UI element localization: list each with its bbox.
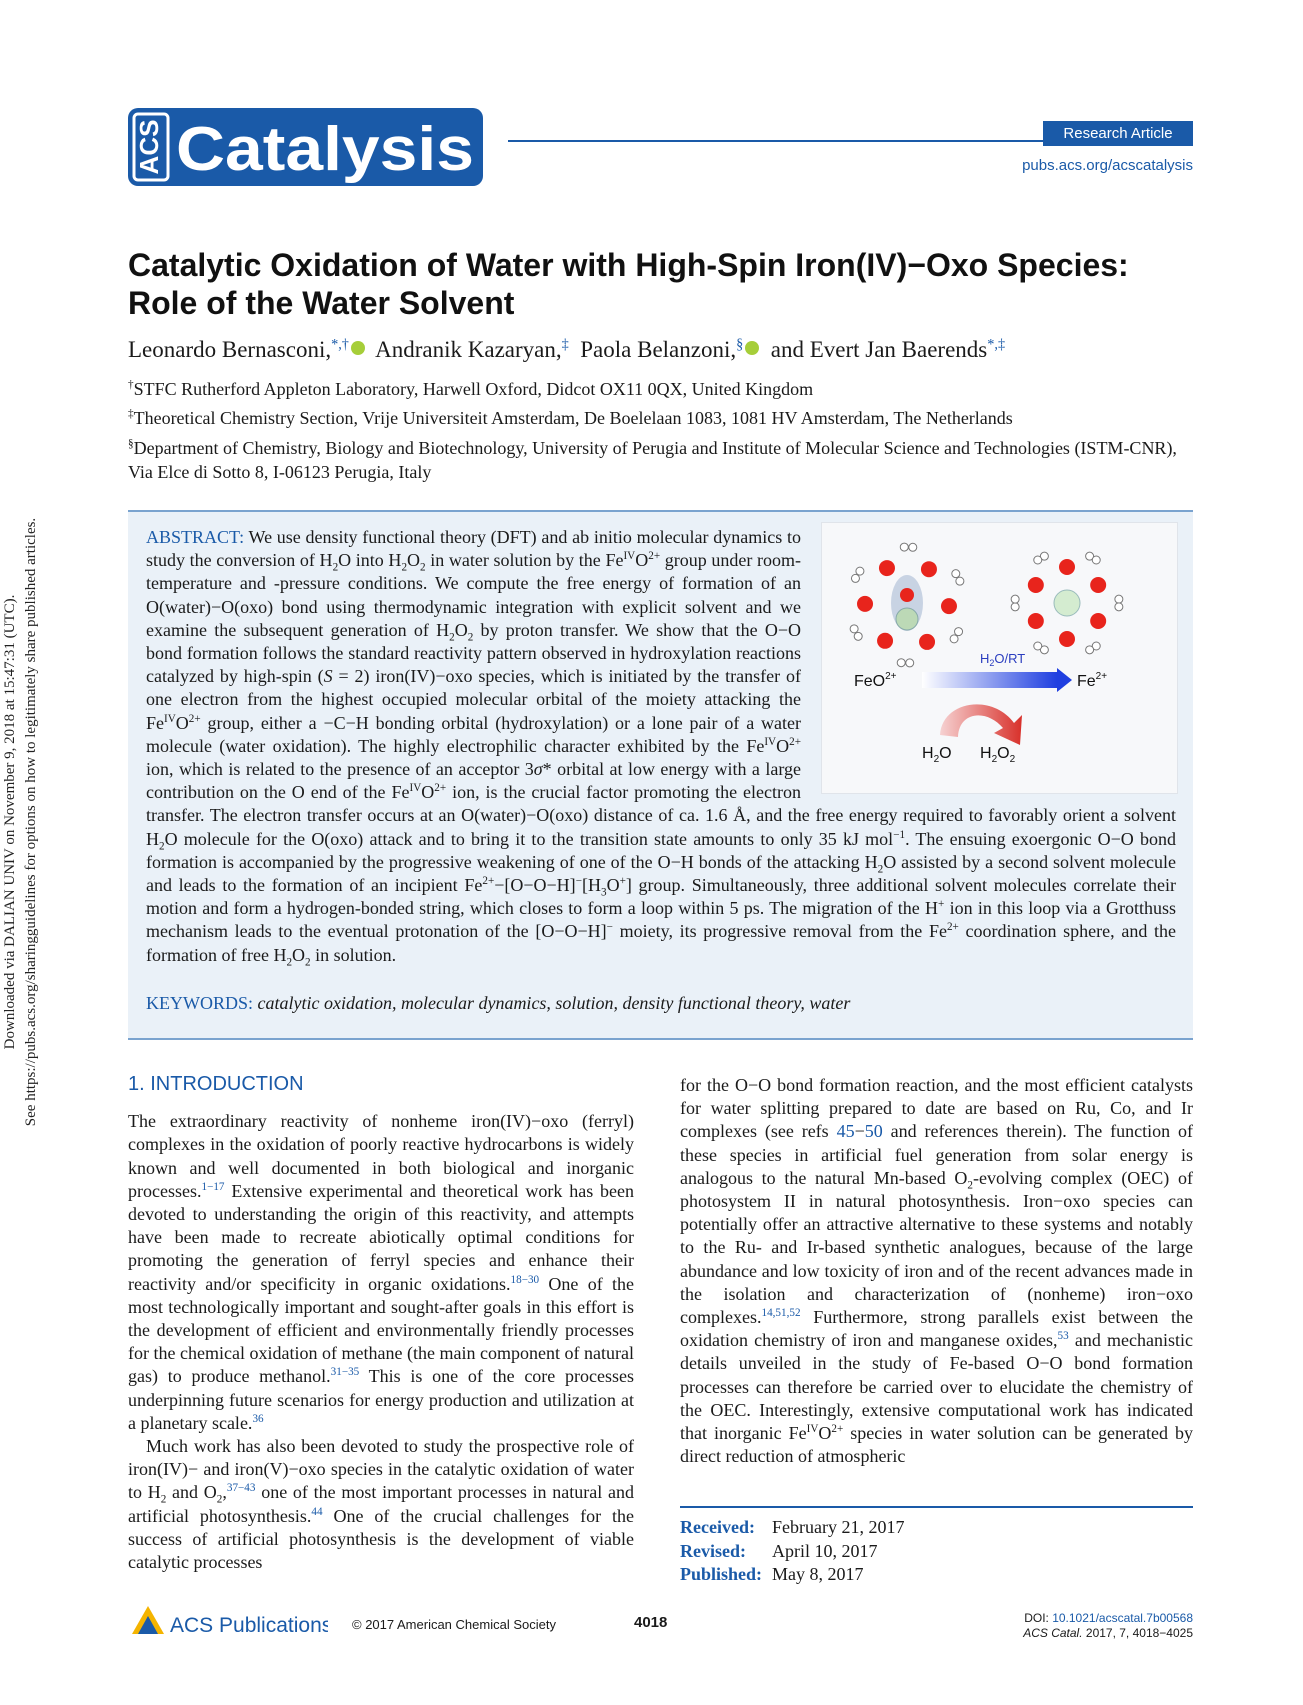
hydrogen-atom: [851, 574, 859, 582]
text-run: −: [854, 1121, 865, 1142]
hydrogen-atom: [850, 625, 858, 633]
subscript: 2: [332, 561, 339, 574]
text-run: O: [818, 1423, 832, 1444]
text-run: The extraordinary reactivity of nonheme iron(IV)−oxo (ferryl) complexes in the oxidation of poorly reactive hydrocarbons is widely known and well documented in both biological and inorganic processes.: [128, 1111, 634, 1201]
hydrogen-atom: [900, 543, 908, 551]
hydrogen-atom: [952, 570, 960, 578]
title-line-1: Catalytic Oxidation of Water with High-Spin Iron(IV)−Oxo Species:: [128, 247, 1129, 283]
reaction-arrow-head: [1057, 668, 1072, 692]
revised-date: April 10, 2017: [772, 1540, 878, 1561]
subscript: 2: [420, 561, 426, 574]
logo-journal-text: Catalysis: [176, 115, 474, 184]
text-run: One of the crucial challenges for the success of artificial photosynthesis is the development of viable catalytic processes: [128, 1505, 634, 1573]
received-label: Received:: [680, 1517, 755, 1537]
intro-left-column: [128, 1073, 634, 1574]
hydrogen-atom: [854, 632, 862, 640]
affiliation-mark: †: [128, 379, 134, 391]
subscript: 2: [286, 956, 293, 969]
citation-link[interactable]: 14,51,52: [761, 1307, 801, 1320]
publisher-name: ACS Publications: [170, 1614, 328, 1637]
oxygen-atom: [879, 560, 895, 576]
superscript: −1: [893, 828, 906, 841]
superscript: IV: [806, 1423, 819, 1436]
text-run: one of the most important processes in natural and artificial photosynthesis.: [128, 1482, 634, 1526]
abstract-run: [H: [581, 875, 601, 896]
hydrogen-atom: [1011, 603, 1019, 611]
superscript: 2+: [648, 550, 661, 563]
abstract-run: O: [635, 550, 649, 571]
author-marks: *,†: [331, 336, 349, 353]
toc-svg: [822, 523, 1177, 793]
download-notice-line2: See https://pubs.acs.org/sharingguidelines for options on how to legitimately share published articles.: [23, 517, 39, 1127]
text-run: and references therein). The function of these species in artificial fuel generation from solar energy is analogous to the natural Mn-based O: [680, 1121, 1193, 1188]
abstract-run: in water solution by the Fe: [425, 550, 624, 571]
abstract-run: moiety, its progressive removal from the Fe: [612, 921, 947, 942]
author-name[interactable]: Leonardo Bernasconi,: [128, 337, 332, 362]
oxygen-atom: [1090, 613, 1106, 629]
hydrogen-atom: [956, 577, 964, 585]
published-label: Published:: [680, 1564, 763, 1584]
abstract-label: ABSTRACT:: [146, 527, 245, 547]
abstract-run: −[O−O−H]: [494, 875, 576, 896]
feo-label: FeO$^{2+}$: [854, 671, 897, 690]
publication-dates: [680, 1516, 904, 1587]
abstract-run: ion in this loop via a Grotthuss mechanism leads to the eventual protonation of the [O−O−H]: [146, 898, 1176, 942]
subscript: 2: [877, 863, 884, 876]
superscript: 2+: [482, 875, 495, 888]
abstract-run: coordination sphere, and the formation of free H: [146, 921, 1177, 965]
hydrogen-atom: [909, 543, 917, 551]
revised-label: Revised:: [680, 1540, 746, 1561]
water-label: $H_2O$: [922, 745, 952, 765]
reaction-arrow-shaft: [922, 672, 1057, 688]
keywords-label: KEYWORDS:: [146, 993, 253, 1013]
affiliation-text: Department of Chemistry, Biology and Biotechnology, University of Perugia and Institute of Molecular Science and Technologies (ISTM-CNR), Via Elce di Sotto 8, I-06123 Perugia, Italy: [128, 438, 1177, 482]
abstract-run: ion, is the crucial factor promoting the electron transfer. The electron transfer occurs at an O(water)−O(oxo) distance of ca. 1.6 Å, and the free energy required to favorably orient a solvent H: [146, 782, 1176, 849]
title-line-2: Role of the Water Solvent: [128, 285, 515, 321]
abstract-run: O: [454, 619, 468, 640]
subscript: 2: [449, 631, 455, 644]
hydrogen-atom: [1034, 642, 1042, 650]
oxygen-atom: [1090, 577, 1106, 593]
citation-link[interactable]: 1−17: [201, 1180, 225, 1193]
iron-ion: [1054, 590, 1080, 616]
download-notice-line1: Downloaded via DALIAN UNIV on November 9, 2018 at 15:47:31 (UTC).: [2, 594, 18, 1050]
abstract-run: We use density functional theory (DFT) and ab initio molecular dynamics to study the conversion of H: [146, 527, 801, 571]
hydrogen-atom: [1011, 595, 1019, 603]
intro-right-column: [680, 1074, 1193, 1468]
affiliation: [128, 406, 1193, 430]
iron-atom: [896, 608, 918, 630]
intro-paragraph-1: [128, 1110, 634, 1435]
abstract-run: ion, which is related to the presence of an acceptor 3: [146, 759, 534, 780]
superscript: IV: [764, 735, 777, 748]
section-heading: 1. INTRODUCTION: [128, 1073, 304, 1095]
subscript: 2: [159, 840, 165, 853]
journal-logo: [128, 108, 483, 186]
oxygen-atom: [1059, 631, 1075, 647]
logo-acs-text: ACS: [133, 119, 164, 175]
superscript: IV: [623, 550, 636, 563]
superscript: +: [619, 875, 626, 888]
superscript: −: [606, 921, 613, 934]
citation-link[interactable]: 44: [311, 1505, 323, 1518]
hydrogen-atom: [950, 635, 958, 643]
subscript: 2: [160, 1494, 167, 1507]
hydrogen-atom: [1115, 595, 1123, 603]
superscript: 2+: [946, 921, 959, 934]
article-type-badge: Research Article: [1043, 121, 1193, 146]
intro-paragraph-2: [128, 1435, 634, 1574]
author-name[interactable]: Andranik Kazaryan,: [375, 337, 562, 362]
text-run: and mechanistic details unveiled in the study of Fe-based O−O bond formation processes can therefore be carried over to elucidate the chemistry of the OEC. Interestingly, extensive computational work has indicated that inorganic Fe: [680, 1330, 1193, 1444]
text-run: This is one of the core processes underpinning future scenarios for energy production and utilization at a planetary scale.: [128, 1366, 634, 1433]
abstract-run: group, either a −C−H bonding orbital (hydroxylation) or a lone pair of a water molecule (water oxidation). The highly electrophilic character exhibited by the Fe: [146, 712, 801, 756]
oxygen-atom: [877, 633, 893, 649]
abstract-run: O: [292, 944, 306, 965]
abstract-run: by proton transfer. We show that the O−O bond formation follows the standard reactivity pattern observed in hydroxylation reactions catalyzed by high-spin (: [146, 619, 801, 687]
abstract-run: . The ensuing exoergonic O−O bond formation is accompanied by the progressive weakening of one of the O−H bonds of the attacking H: [146, 828, 1176, 872]
arrow-condition-label: $H_2O/RT$: [980, 651, 1026, 668]
superscript: 2+: [831, 1423, 844, 1436]
journal-url-link[interactable]: pubs.acs.org/acscatalysis: [1022, 157, 1193, 174]
text-run: Much work has also been devoted to study the prospective role of iron(IV)− and iron(V)−oxo species in the catalytic oxidation of water to H: [128, 1436, 634, 1503]
abstract-run: O: [776, 735, 790, 756]
citation-journal: ACS Catal.: [1023, 1626, 1083, 1640]
conversion-curved-arrow: [940, 704, 1022, 745]
affiliation: [128, 436, 1193, 484]
hydrogen-atom: [1086, 646, 1094, 654]
abstract-run: S: [323, 666, 333, 687]
abstract-run: ] group. Simultaneously, three additional solvent molecules correlate their motion and form a hydrogen-bonded string, which closes to form a loop within 5 ps. The migration of the H: [146, 875, 1176, 919]
author-list: [128, 336, 1193, 364]
oxygen-atom: [1059, 559, 1075, 575]
toc-graphic-wrapper: [821, 522, 1176, 794]
text-run: ,: [222, 1482, 227, 1503]
abstract-run: O: [407, 550, 421, 571]
citation-link[interactable]: 18−30: [510, 1273, 540, 1286]
article-title: [128, 246, 1193, 322]
text-run: Extensive experimental and theoretical work has been devoted to understanding the origin of this reactivity, and attempts have been made to recreate abiotically optimal conditions for promoting the generation of ferryl species and enhance their reactivity and/or specificity in organic oxidations.: [128, 1180, 634, 1294]
abstract-run: O molecule for the O(oxo) attack and to bring it to the transition state amounts to only 35 kJ mol: [164, 828, 894, 849]
oxygen-atom: [941, 598, 957, 614]
affiliation-mark: ‡: [128, 408, 134, 420]
abstract-run: O into H: [338, 550, 402, 571]
text-run: and O: [166, 1482, 217, 1503]
keywords: [146, 992, 1176, 1015]
author-name[interactable]: Paola Belanzoni,: [580, 337, 737, 362]
citation-link[interactable]: 50: [864, 1121, 883, 1142]
dates-rule: [680, 1506, 1193, 1508]
text-run: species in water solution can be generated by direct reduction of atmospheric: [680, 1423, 1193, 1467]
text-run: Furthermore, strong parallels exist between the oxidation chemistry of iron and manganese oxides,: [680, 1307, 1193, 1351]
oxygen-atom: [1028, 577, 1044, 593]
hydrogen-atom: [906, 659, 914, 667]
copyright: © 2017 American Chemical Society: [352, 1617, 556, 1632]
hydrogen-atom: [955, 628, 963, 636]
superscript: 2+: [188, 712, 201, 725]
intro-paragraph-continued: [680, 1074, 1193, 1468]
page-number: 4018: [634, 1614, 668, 1631]
text-run: One of the most technologically important and sought-after goals in this effort is the development of efficient and environmentally friendly processes for the chemical oxidation of methane (the main component of natural gas) to produce methanol.: [128, 1273, 634, 1387]
hydrogen-atom: [1034, 556, 1042, 564]
abstract-run: in solution.: [310, 944, 397, 965]
download-notice: [0, 372, 64, 1272]
hydrogen-atom: [1115, 603, 1123, 611]
oxo-atom: [900, 588, 914, 602]
subscript: 2: [467, 631, 474, 644]
published-date: May 8, 2017: [772, 1564, 864, 1584]
author-marks: ‡: [561, 336, 569, 353]
doi-citation: [900, 1611, 1193, 1641]
citation-link[interactable]: 37−43: [226, 1482, 256, 1495]
oxygen-atom: [921, 561, 937, 577]
superscript: IV: [164, 712, 176, 725]
author-marks: §: [736, 336, 744, 353]
affiliation-text: Theoretical Chemistry Section, Vrije Universiteit Amsterdam, De Boelelaan 1083, 1081 HV Amsterdam, The Netherlands: [133, 408, 1013, 428]
superscript: 2+: [789, 735, 801, 748]
subscript: 2: [401, 561, 408, 574]
hydrogen-atom: [897, 659, 905, 667]
oxygen-atom: [919, 634, 935, 650]
superscript: 2+: [434, 782, 447, 795]
abstract-run: * orbital at low energy with a large contribution on the O end of the Fe: [146, 759, 802, 803]
superscript: +: [938, 898, 945, 911]
author-name[interactable]: and Evert Jan Baerends: [770, 337, 988, 362]
citation-link[interactable]: 31−35: [330, 1366, 360, 1379]
abstract-run: = 2) iron(IV)−oxo species, which is initiated by the transfer of one electron from the highest occupied molecular orbital of the moiety attacking the Fe: [146, 666, 801, 733]
toc-graphic: [821, 522, 1178, 794]
doi-label: DOI:: [1024, 1611, 1053, 1625]
affiliation: [128, 377, 1193, 401]
text-run: -evolving complex (OEC) of photosystem II in natural photosynthesis. Iron−oxo species can potentially offer an attractive alternative to these systems and notably to the Ru- and Ir-based synthetic analogues, because of the large abundance and low toxicity of iron and of the recent advances made in the isolation and characterization of (nonheme) iron−oxo complexes.: [680, 1167, 1193, 1328]
author-marks: *,‡: [987, 336, 1006, 353]
abstract-run: O: [606, 875, 620, 896]
hydrogen-atom: [856, 567, 864, 575]
abstract-run: group under room-temperature and -pressure conditions. We compute the free energy of formation of an O(water)−O(oxo) bond using thermodynamic integration with explicit solvent and we examine the subsequent generation of H: [146, 550, 802, 640]
text-run: for the O−O bond formation reaction, and the most efficient catalysts for water splitting prepared to date are based on Ru, Co, and Ir complexes (see refs: [680, 1075, 1193, 1142]
keywords-list: catalytic oxidation, molecular dynamics, solution, density functional theory, water: [257, 993, 851, 1013]
abstract-run: O: [175, 712, 189, 733]
citation-details: 2017, 7, 4018−4025: [1082, 1626, 1193, 1640]
orcid-icon[interactable]: [745, 341, 759, 355]
superscript: IV: [409, 782, 422, 795]
abstract-run: σ: [533, 759, 543, 780]
acs-publications-logo: [128, 1604, 328, 1649]
citation-link[interactable]: 53: [1057, 1330, 1069, 1343]
affiliation-text: STFC Rutherford Appleton Laboratory, Harwell Oxford, Didcot OX11 0QX, United Kingdom: [133, 379, 814, 399]
subscript: 2: [305, 956, 311, 969]
abstract-run: O assisted by a second solvent molecule and leads to the formation of an incipient Fe: [146, 851, 1176, 896]
subscript: 2: [967, 1179, 973, 1192]
subscript: 2: [216, 1494, 223, 1507]
citation-link[interactable]: 36: [252, 1412, 264, 1425]
received-date: February 21, 2017: [772, 1517, 905, 1537]
superscript: −: [575, 875, 582, 888]
oxygen-atom: [1028, 613, 1044, 629]
citation-link[interactable]: 45: [836, 1121, 855, 1142]
fe-label: $Fe^{2+}$: [1077, 671, 1108, 690]
abstract-run: O: [421, 782, 435, 803]
hydrogen-atom: [1092, 556, 1100, 564]
abstract-text: [146, 526, 1176, 967]
peroxide-label: $H_2O_2$: [980, 745, 1016, 765]
affiliation-mark: §: [128, 438, 134, 450]
oxygen-atom: [857, 596, 873, 612]
doi-link[interactable]: 10.1021/acscatal.7b00568: [1052, 1611, 1193, 1625]
subscript: 3: [600, 886, 607, 899]
orcid-icon[interactable]: [351, 341, 365, 355]
